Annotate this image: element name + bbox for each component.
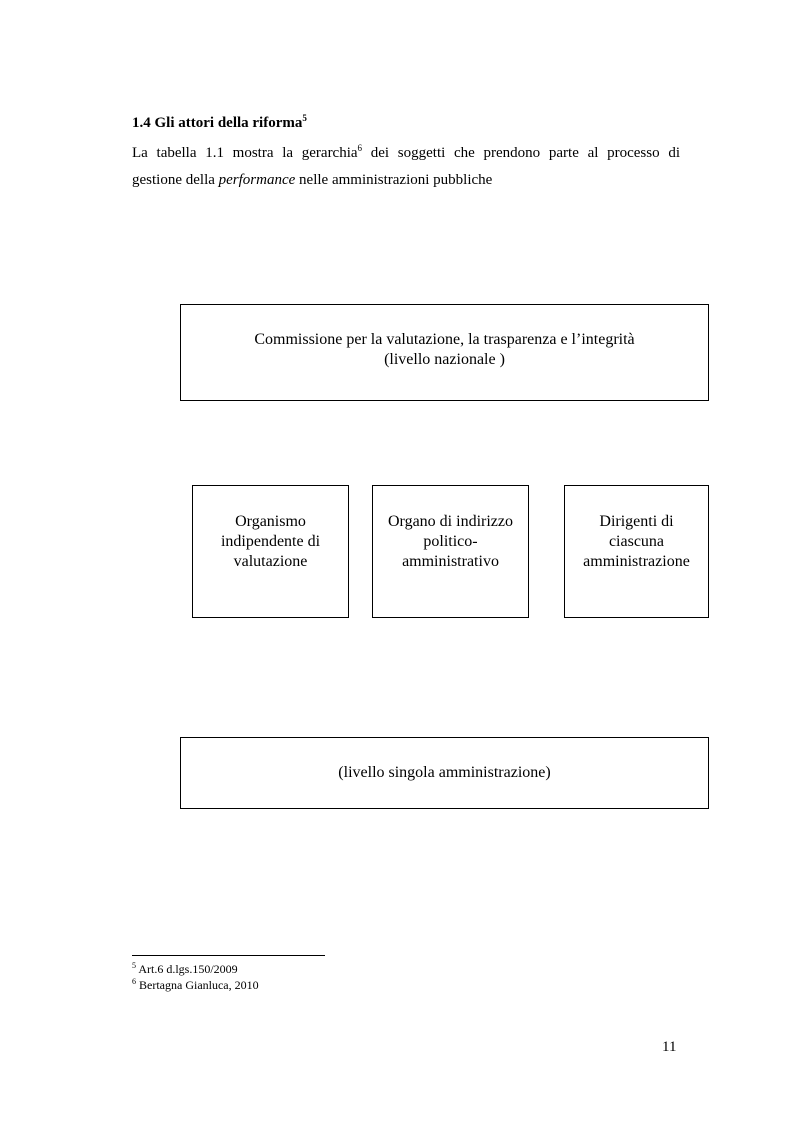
section-heading bbox=[132, 115, 307, 132]
footnote-5-mark: 5 bbox=[132, 961, 136, 970]
footnote-5-text: Art.6 d.lgs.150/2009 bbox=[136, 962, 238, 976]
box-commissione bbox=[180, 304, 709, 401]
intro-paragraph bbox=[132, 140, 680, 194]
box-oiv-line3: valutazione bbox=[233, 553, 308, 570]
intro-line-2 bbox=[132, 167, 680, 194]
box-organo-indirizzo bbox=[372, 485, 529, 618]
intro-text-1b: dei soggetti che prendono parte al processo di bbox=[362, 145, 680, 161]
box-organo-line1: Organo di indirizzo bbox=[387, 513, 513, 530]
footnote-6-mark: 6 bbox=[132, 977, 136, 986]
intro-text-1a: La tabella 1.1 mostra la gerarchia bbox=[132, 145, 358, 161]
footnote-separator bbox=[132, 955, 325, 956]
intro-text-2b: nelle amministrazioni pubbliche bbox=[295, 172, 493, 188]
footnote-6-text: Bertagna Gianluca, 2010 bbox=[136, 978, 259, 992]
box-organo-line3: amministrativo bbox=[402, 553, 499, 570]
box-oiv-line1: Organismo bbox=[235, 513, 306, 530]
intro-text-italic: performance bbox=[218, 172, 296, 188]
footnote-5 bbox=[132, 962, 238, 977]
box-commissione-line2: (livello nazionale ) bbox=[384, 350, 505, 368]
box-commissione-line1: Commissione per la valutazione, la trasparenza e l’integrità bbox=[254, 330, 635, 348]
box-oiv-line2: indipendente di bbox=[220, 533, 321, 550]
box-organo-line2: politico- bbox=[423, 533, 478, 550]
box-dirigenti-line2: ciascuna bbox=[608, 533, 665, 550]
box-dirigenti bbox=[564, 485, 709, 618]
page-number: 11 bbox=[662, 1039, 677, 1055]
box-dirigenti-line1: Dirigenti di bbox=[599, 513, 674, 530]
box-livello-singola bbox=[180, 737, 709, 809]
footnote-ref-5[interactable]: 5 bbox=[302, 113, 307, 123]
intro-line-1 bbox=[132, 140, 680, 167]
section-heading-text: 1.4 Gli attori della riforma bbox=[132, 115, 303, 131]
intro-text-2a: gestione della bbox=[132, 172, 219, 188]
footnote-6 bbox=[132, 978, 259, 993]
footnote-ref-6[interactable]: 6 bbox=[357, 143, 363, 153]
box-livello-singola-label: (livello singola amministrazione) bbox=[338, 764, 551, 781]
box-organismo-indipendente bbox=[192, 485, 349, 618]
box-dirigenti-line3: amministrazione bbox=[583, 553, 690, 570]
